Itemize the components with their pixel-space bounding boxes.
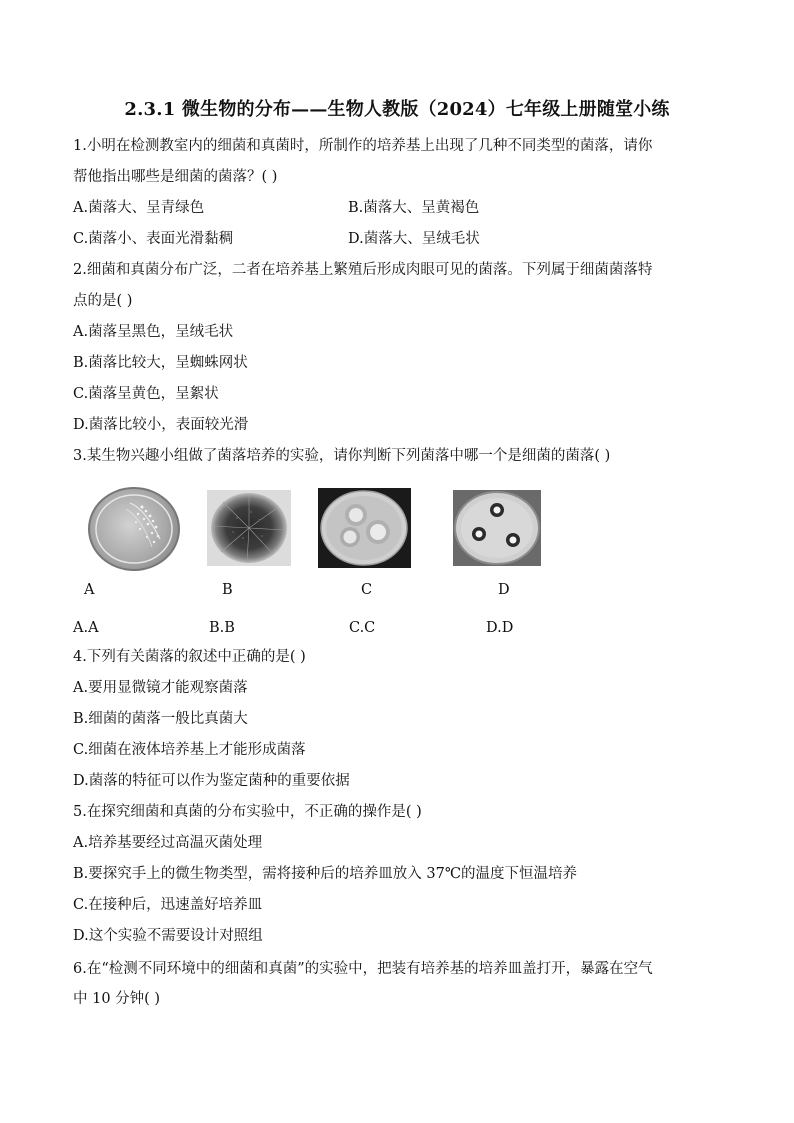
question-2-stem-line1: 2.细菌和真菌分布广泛，二者在培养基上繁殖后形成肉眼可见的菌落。下列属于细菌菌落特 [73, 262, 653, 278]
question-4-option-b[interactable]: B.细菌的菌落一般比真菌大 [73, 711, 248, 727]
petri-dish-image-d [453, 490, 541, 566]
question-3-option-d[interactable]: D.D [486, 620, 514, 636]
question-1-option-a[interactable]: A.菌落大、呈青绿色 [73, 200, 205, 216]
question-2-stem-line2: 点的是( ) [73, 293, 133, 309]
petri-dish-image-c [318, 488, 411, 568]
question-6-stem-line2: 中 10 分钟( ) [73, 991, 161, 1007]
question-2-option-c[interactable]: C.菌落呈黄色，呈絮状 [73, 386, 219, 402]
petri-dish-image-a [88, 487, 180, 571]
question-1-stem-line1: 1.小明在检测教室内的细菌和真菌时，所制作的培养基上出现了几种不同类型的菌落，请你 [73, 138, 653, 154]
question-2-option-a[interactable]: A.菌落呈黑色，呈绒毛状 [73, 324, 234, 340]
question-1-stem-line2: 帮他指出哪些是细菌的菌落？( ) [73, 169, 278, 185]
figure-caption-d: D [498, 582, 510, 598]
question-3-stem: 3.某生物兴趣小组做了菌落培养的实验，请你判断下列菌落中哪一个是细菌的菌落( ) [73, 448, 611, 464]
figure-caption-b: B [222, 582, 233, 598]
question-5-option-d[interactable]: D.这个实验不需要设计对照组 [73, 928, 263, 944]
question-3-option-a[interactable]: A.A [73, 620, 99, 636]
question-5-option-c[interactable]: C.在接种后，迅速盖好培养皿 [73, 897, 263, 913]
question-5-stem: 5.在探究细菌和真菌的分布实验中，不正确的操作是( ) [73, 804, 422, 820]
question-4-option-d[interactable]: D.菌落的特征可以作为鉴定菌种的重要依据 [73, 773, 350, 789]
question-4-stem: 4.下列有关菌落的叙述中正确的是( ) [73, 649, 306, 665]
question-1-option-b[interactable]: B.菌落大、呈黄褐色 [348, 200, 480, 216]
question-4-option-c[interactable]: C.细菌在液体培养基上才能形成菌落 [73, 742, 306, 758]
question-2-option-b[interactable]: B.菌落比较大，呈蜘蛛网状 [73, 355, 248, 371]
question-5-option-b[interactable]: B.要探究手上的微生物类型，需将接种后的培养皿放入 37℃的温度下恒温培养 [73, 866, 578, 882]
figure-caption-c: C [361, 582, 373, 598]
question-6-stem-line1: 6.在“检测不同环境中的细菌和真菌”的实验中，把装有培养基的培养皿盖打开，暴露在空气 [73, 961, 653, 977]
question-4-option-a[interactable]: A.要用显微镜才能观察菌落 [73, 680, 248, 696]
page-title: 2.3.1 微生物的分布——生物人教版（2024）七年级上册随堂小练 [124, 99, 670, 120]
question-2-option-d[interactable]: D.菌落比较小，表面较光滑 [73, 417, 249, 433]
question-3-option-b[interactable]: B.B [209, 620, 235, 636]
petri-dish-image-b [207, 490, 291, 566]
question-3-option-c[interactable]: C.C [349, 620, 376, 636]
question-5-option-a[interactable]: A.培养基要经过高温灭菌处理 [73, 835, 263, 851]
figure-caption-a: A [84, 582, 95, 598]
question-1-option-c[interactable]: C.菌落小、表面光滑黏稠 [73, 231, 234, 247]
question-1-option-d[interactable]: D.菌落大、呈绒毛状 [348, 231, 480, 247]
